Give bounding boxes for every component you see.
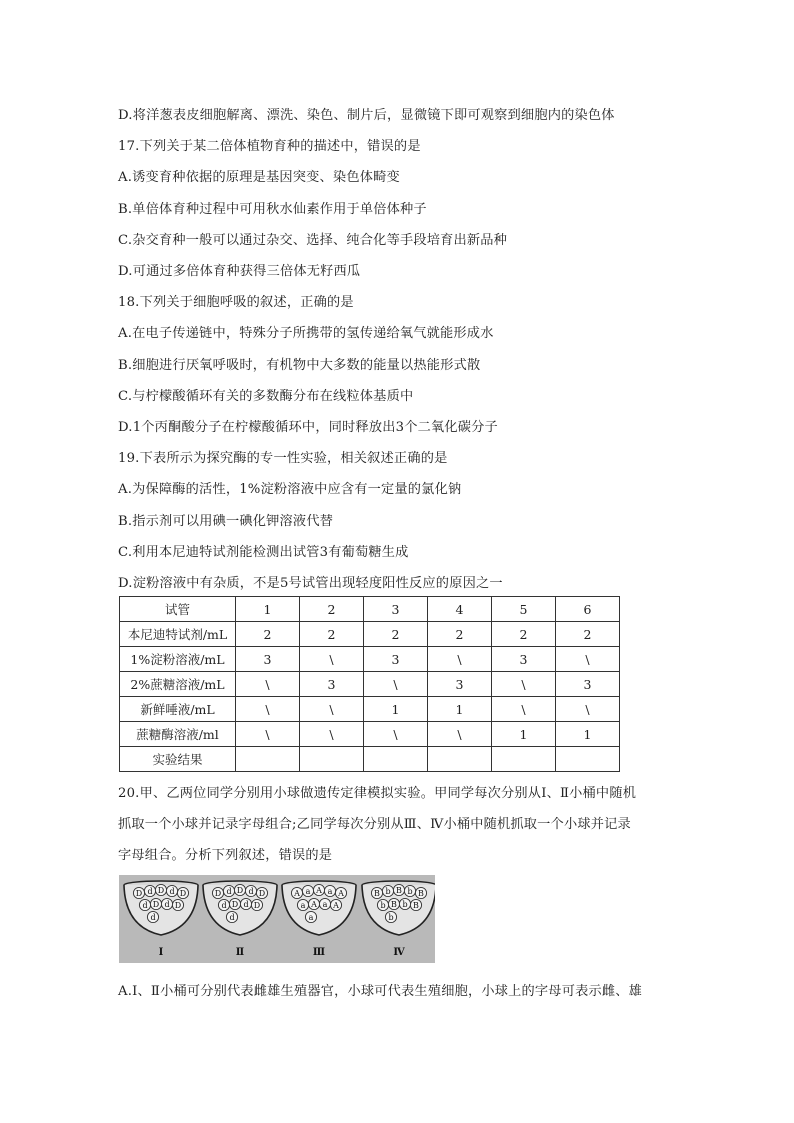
table-cell: [236, 747, 300, 772]
table-cell: 本尼迪特试剂/mL: [120, 622, 236, 647]
table-header-cell: 试管: [120, 597, 236, 622]
ball-letter: b: [402, 900, 408, 909]
question-18-option-d: D.1个丙酮酸分子在柠檬酸循环中，同时释放出3个二氧化碳分子: [118, 420, 498, 435]
table-cell: [492, 747, 556, 772]
table-cell: \: [556, 697, 620, 722]
question-16-option-d: D.将洋葱表皮细胞解离、漂洗、染色、制片后，显微镜下即可观察到细胞内的染色体: [118, 108, 615, 123]
table-cell: \: [236, 697, 300, 722]
ball-letter: d: [150, 913, 156, 922]
ball-letter: D: [157, 886, 165, 895]
ball-letter: a: [300, 901, 306, 910]
table-cell: \: [300, 722, 364, 747]
bucket-figure-svg: [119, 875, 435, 963]
question-20-option-a: A.Ⅰ、Ⅱ小桶可分别代表雌雄生殖器官，小球可代表生殖细胞，小球上的字母可表示雌、雄: [118, 984, 643, 999]
table-cell: 3: [428, 672, 492, 697]
ball-letter: A: [338, 889, 344, 898]
table-header-cell: 5: [492, 597, 556, 622]
ball-letter: a: [308, 913, 314, 922]
question-18-stem: 18.下列关于细胞呼吸的叙述，正确的是: [118, 295, 354, 310]
table-cell: [556, 747, 620, 772]
table-cell: [300, 747, 364, 772]
table-cell: 3: [236, 647, 300, 672]
ball-letter: D: [236, 886, 244, 895]
table-cell: 蔗糖酶溶液/ml: [120, 722, 236, 747]
table-header-cell: 3: [364, 597, 428, 622]
ball-letter: D: [152, 900, 160, 909]
bucket-label: Ⅳ: [393, 947, 405, 958]
table-cell: 2: [300, 622, 364, 647]
bucket-label: Ⅲ: [312, 947, 326, 958]
table-header-cell: 1: [236, 597, 300, 622]
question-20-stem-line-3: 字母组合。分析下列叙述，错误的是: [118, 848, 333, 863]
bucket-label: Ⅱ: [235, 947, 245, 958]
ball-letter: d: [147, 887, 153, 896]
table-cell: 实验结果: [120, 747, 236, 772]
question-17-option-a: A.诱变育种依据的原理是基因突变、染色体畸变: [118, 170, 400, 185]
ball-letter: D: [179, 889, 187, 898]
table-cell: 1: [492, 722, 556, 747]
ball-letter: d: [142, 901, 148, 910]
question-18-option-c: C.与柠檬酸循环有关的多数酶分布在线粒体基质中: [118, 389, 414, 404]
ball-letter: d: [229, 913, 235, 922]
ball-letter: D: [258, 889, 266, 898]
table-cell: 2: [428, 622, 492, 647]
ball-letter: a: [327, 887, 333, 896]
question-19-stem: 19.下表所示为探究酶的专一性实验，相关叙述正确的是: [118, 451, 448, 466]
table-cell: 新鲜唾液/mL: [120, 697, 236, 722]
table-cell: 2: [364, 622, 428, 647]
table-cell: \: [492, 672, 556, 697]
table-cell: 3: [364, 647, 428, 672]
table-cell: 1%淀粉溶液/mL: [120, 647, 236, 672]
ball-letter: B: [413, 901, 419, 910]
table-row: [120, 722, 620, 747]
table-cell: \: [236, 672, 300, 697]
table-row: [120, 622, 620, 647]
table-header-cell: 6: [556, 597, 620, 622]
ball-letter: b: [385, 887, 391, 896]
ball-letter: b: [407, 887, 413, 896]
question-17-stem: 17.下列关于某二倍体植物育种的描述中，错误的是: [118, 139, 421, 154]
ball-letter: d: [243, 900, 249, 909]
bucket-label: Ⅰ: [158, 947, 164, 958]
question-19-option-b: B.指示剂可以用碘一碘化钾溶液代替: [118, 514, 334, 529]
table-cell: 3: [556, 672, 620, 697]
question-19-option-c: C.利用本尼迪特试剂能检测出试管3有葡萄糖生成: [118, 545, 409, 560]
ball-letter: d: [248, 887, 254, 896]
ball-letter: D: [174, 901, 182, 910]
ball-letter: B: [391, 900, 397, 909]
table-row: [120, 697, 620, 722]
ball-letter: A: [311, 900, 317, 909]
ball-letter: D: [214, 889, 222, 898]
table-cell: 1: [556, 722, 620, 747]
table-cell: \: [428, 722, 492, 747]
ball-letter: d: [226, 887, 232, 896]
bucket-figure: [119, 875, 435, 963]
ball-letter: D: [231, 900, 239, 909]
table-cell: \: [364, 672, 428, 697]
ball-letter: D: [253, 901, 261, 910]
experiment-table: [119, 596, 620, 772]
table-row: [120, 647, 620, 672]
ball-letter: a: [305, 887, 311, 896]
bucket: [362, 881, 435, 958]
bucket: [124, 881, 198, 958]
table-cell: 2: [492, 622, 556, 647]
table-cell: \: [364, 722, 428, 747]
table-cell: 2: [236, 622, 300, 647]
table-cell: [428, 747, 492, 772]
ball-letter: b: [380, 901, 386, 910]
table-cell: \: [300, 697, 364, 722]
table-cell: [364, 747, 428, 772]
table-header-cell: 4: [428, 597, 492, 622]
ball-letter: a: [322, 900, 328, 909]
table-row: [120, 672, 620, 697]
ball-letter: d: [169, 887, 175, 896]
table-cell: 3: [492, 647, 556, 672]
question-17-option-b: B.单倍体育种过程中可用秋水仙素作用于单倍体种子: [118, 202, 427, 217]
table-cell: 1: [428, 697, 492, 722]
question-20-stem-line-1: 20.甲、乙两位同学分别用小球做遗传定律模拟实验。甲同学每次分别从Ⅰ、Ⅱ小桶中随机: [118, 786, 637, 801]
ball-letter: A: [333, 901, 339, 910]
ball-letter: D: [135, 889, 143, 898]
table-cell: \: [300, 647, 364, 672]
question-18-option-b: B.细胞进行厌氧呼吸时，有机物中大多数的能量以热能形式散: [118, 358, 481, 373]
table-cell: 1: [364, 697, 428, 722]
table-cell: 3: [300, 672, 364, 697]
question-17-option-d: D.可通过多倍体育种获得三倍体无籽西瓜: [118, 264, 361, 279]
question-17-option-c: C.杂交育种一般可以通过杂交、选择、纯合化等手段培育出新品种: [118, 233, 508, 248]
ball-letter: b: [388, 913, 394, 922]
bucket: [282, 881, 356, 958]
table-header-row: [120, 597, 620, 622]
question-18-option-a: A.在电子传递链中，特殊分子所携带的氢传递给氧气就能形成水: [118, 326, 494, 341]
table-cell: \: [236, 722, 300, 747]
table-cell: \: [428, 647, 492, 672]
bucket: [203, 881, 277, 958]
table-cell: \: [492, 697, 556, 722]
ball-letter: d: [164, 900, 170, 909]
table-header-cell: 2: [300, 597, 364, 622]
ball-letter: A: [316, 886, 322, 895]
ball-letter: d: [221, 901, 227, 910]
table-cell: 2: [556, 622, 620, 647]
question-20-stem-line-2: 抓取一个小球并记录字母组合;乙同学每次分别从Ⅲ、Ⅳ小桶中随机抓取一个小球并记录: [118, 817, 631, 832]
table-cell: \: [556, 647, 620, 672]
table-cell: 2%蔗糖溶液/mL: [120, 672, 236, 697]
ball-letter: A: [294, 889, 300, 898]
ball-letter: B: [374, 889, 380, 898]
question-19-option-a: A.为保障酶的活性，1%淀粉溶液中应含有一定量的氯化钠: [118, 482, 462, 497]
question-19-option-d: D.淀粉溶液中有杂质，不是5号试管出现轻度阳性反应的原因之一: [118, 576, 503, 591]
table-row: [120, 747, 620, 772]
ball-letter: B: [396, 886, 402, 895]
ball-letter: B: [418, 889, 424, 898]
